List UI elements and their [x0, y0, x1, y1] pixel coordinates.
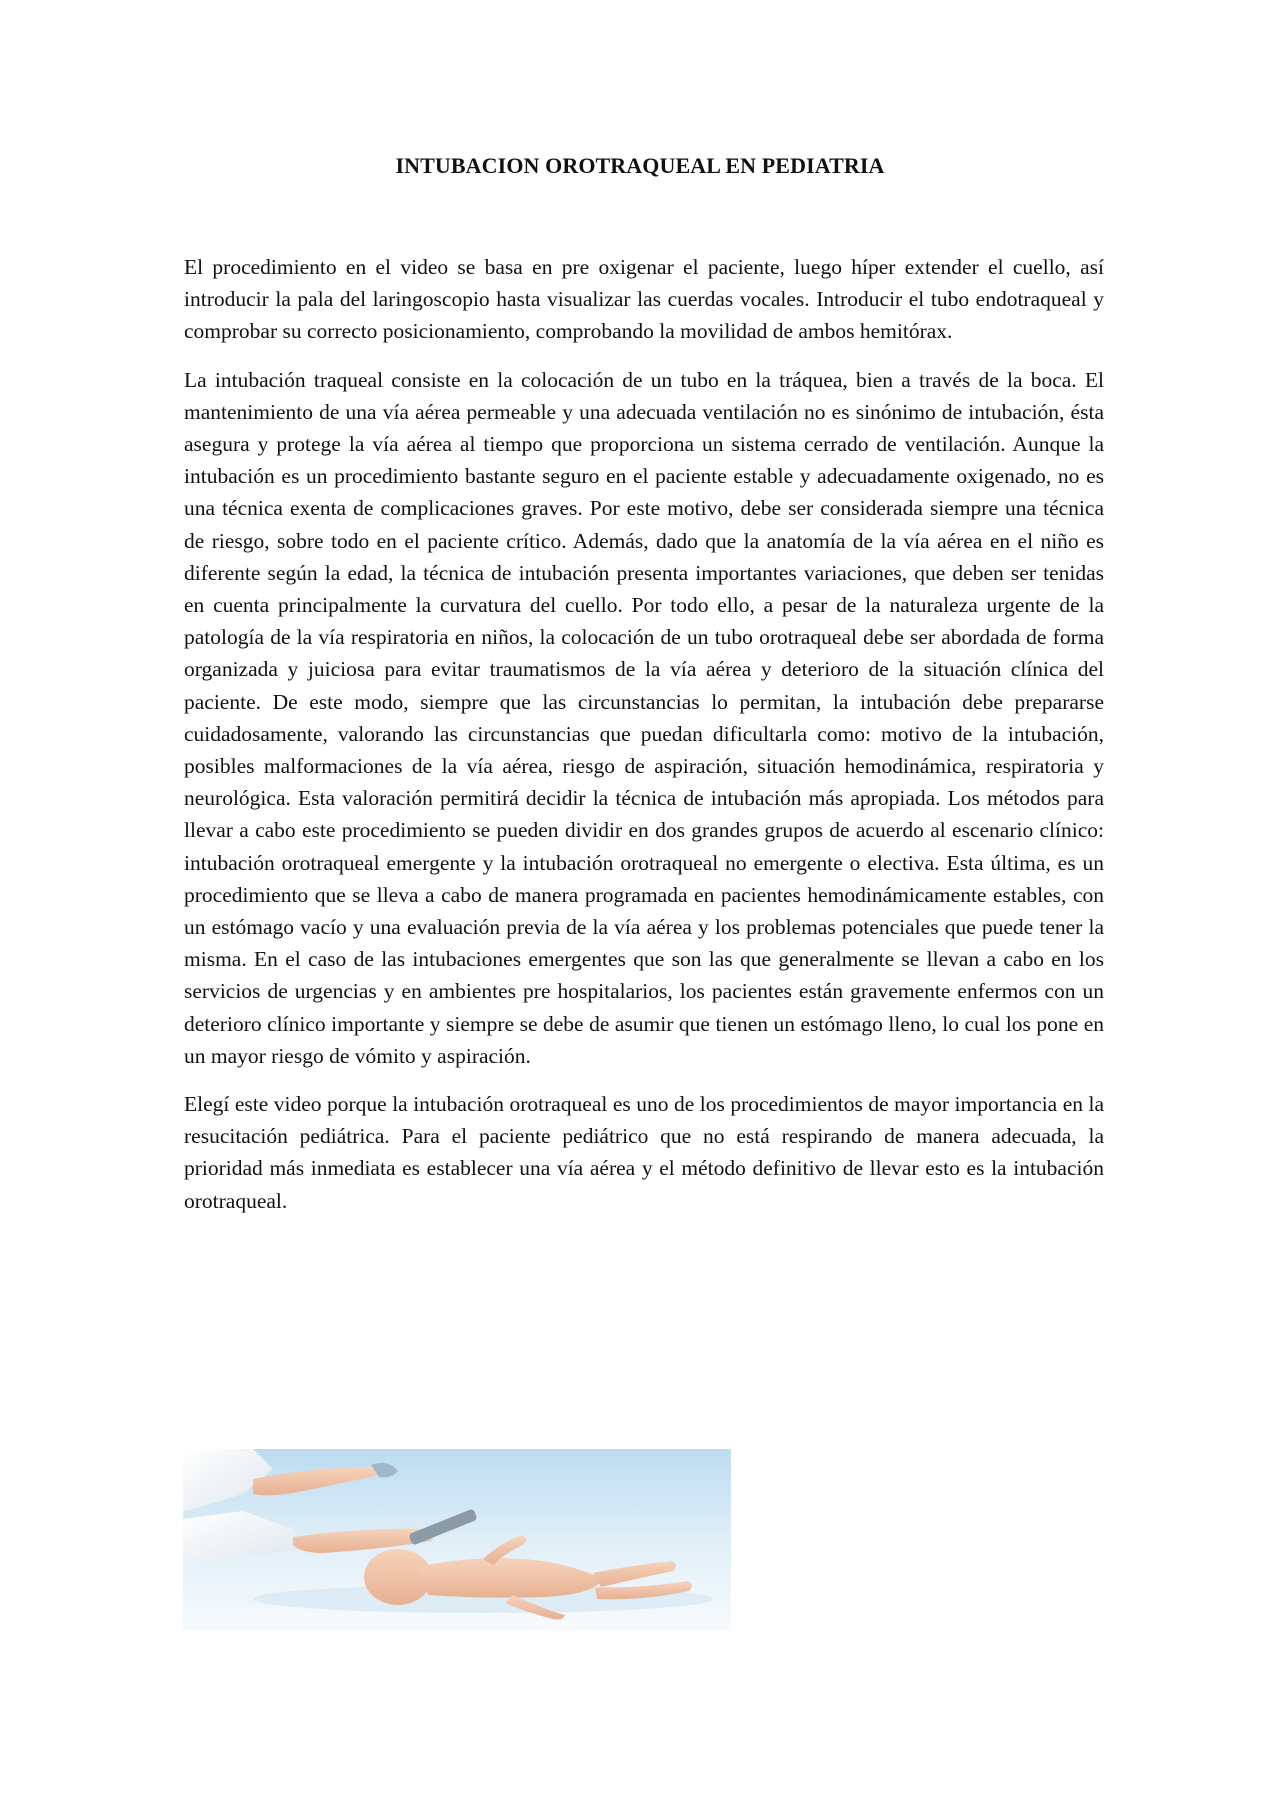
document-body: [184, 251, 1104, 1233]
paragraph-procedure: El procedimiento en el video se basa en pre oxigenar el paciente, luego híper extender el cuello, así introducir la pala del laringoscopio hasta visualizar las cuerdas vocales. Introducir el tubo endotraqueal y comprobar su correcto posicionamiento, comprobando la movilidad de ambos hemitórax.: [184, 255, 1104, 344]
paragraph-video-choice: Elegí este video porque la intubación orotraqueal es uno de los procedimientos de mayor importancia en la resucitación pediátrica. Para el paciente pediátrico que no está respirando de manera adecuada, la prioridad más inmediata es establecer una vía aérea y el método definitivo de llevar esto es la intubación orotraqueal.: [184, 1092, 1104, 1213]
document-title: INTUBACION OROTRAQUEAL EN PEDIATRIA: [395, 153, 885, 178]
intubation-photo: [183, 1449, 731, 1631]
paragraph-intubation-definition: La intubación traqueal consiste en la colocación de un tubo en la tráquea, bien a través de la boca. El mantenimiento de una vía aérea permeable y una adecuada ventilación no es sinónimo de intubación, ésta asegura y protege la vía aérea al tiempo que proporciona un sistema cerrado de ventilación. Aunque la intubación es un procedimiento bastante seguro en el paciente estable y adecuadamente oxigenado, no es una técnica exenta de complicaciones graves. Por este motivo, debe ser considerada siempre una técnica de riesgo, sobre todo en el paciente crítico. Además, dado que la anatomía de la vía aérea en el niño es diferente según la edad, la técnica de intubación presenta importantes variaciones, que deben ser tenidas en cuenta principalmente la curvatura del cuello. Por todo ello, a pesar de la naturaleza urgente de la patología de la vía respiratoria en niños, la colocación de un tubo orotraqueal debe ser abordada de forma organizada y juiciosa para evitar traumatismos de la vía aérea y deterioro de la situación clínica del paciente. De este modo, siempre que las circunstancias lo permitan, la intubación debe prepararse cuidadosamente, valorando las circunstancias que puedan dificultarla como: motivo de la intubación, posibles malformaciones de la vía aérea, riesgo de aspiración, situación hemodinámica, respiratoria y neurológica. Esta valoración permitirá decidir la técnica de intubación más apropiada. Los métodos para llevar a cabo este procedimiento se pueden dividir en dos grandes grupos de acuerdo al escenario clínico: intubación orotraqueal emergente y la intubación orotraqueal no emergente o electiva. Esta última, es un procedimiento que se lleva a cabo de manera programada en pacientes hemodinámicamente estables, con un estómago vacío y una evaluación previa de la vía aérea y los problemas potenciales que puede tener la misma. En el caso de las intubaciones emergentes que son las que generalmente se llevan a cabo en los servicios de urgencias y en ambientes pre hospitalarios, los pacientes están gravemente enfermos con un deterioro clínico importante y siempre se debe de asumir que tienen un estómago lleno, lo cual los pone en un mayor riesgo de vómito y aspiración.: [184, 367, 1104, 1068]
intubation-illustration: [183, 1449, 731, 1631]
